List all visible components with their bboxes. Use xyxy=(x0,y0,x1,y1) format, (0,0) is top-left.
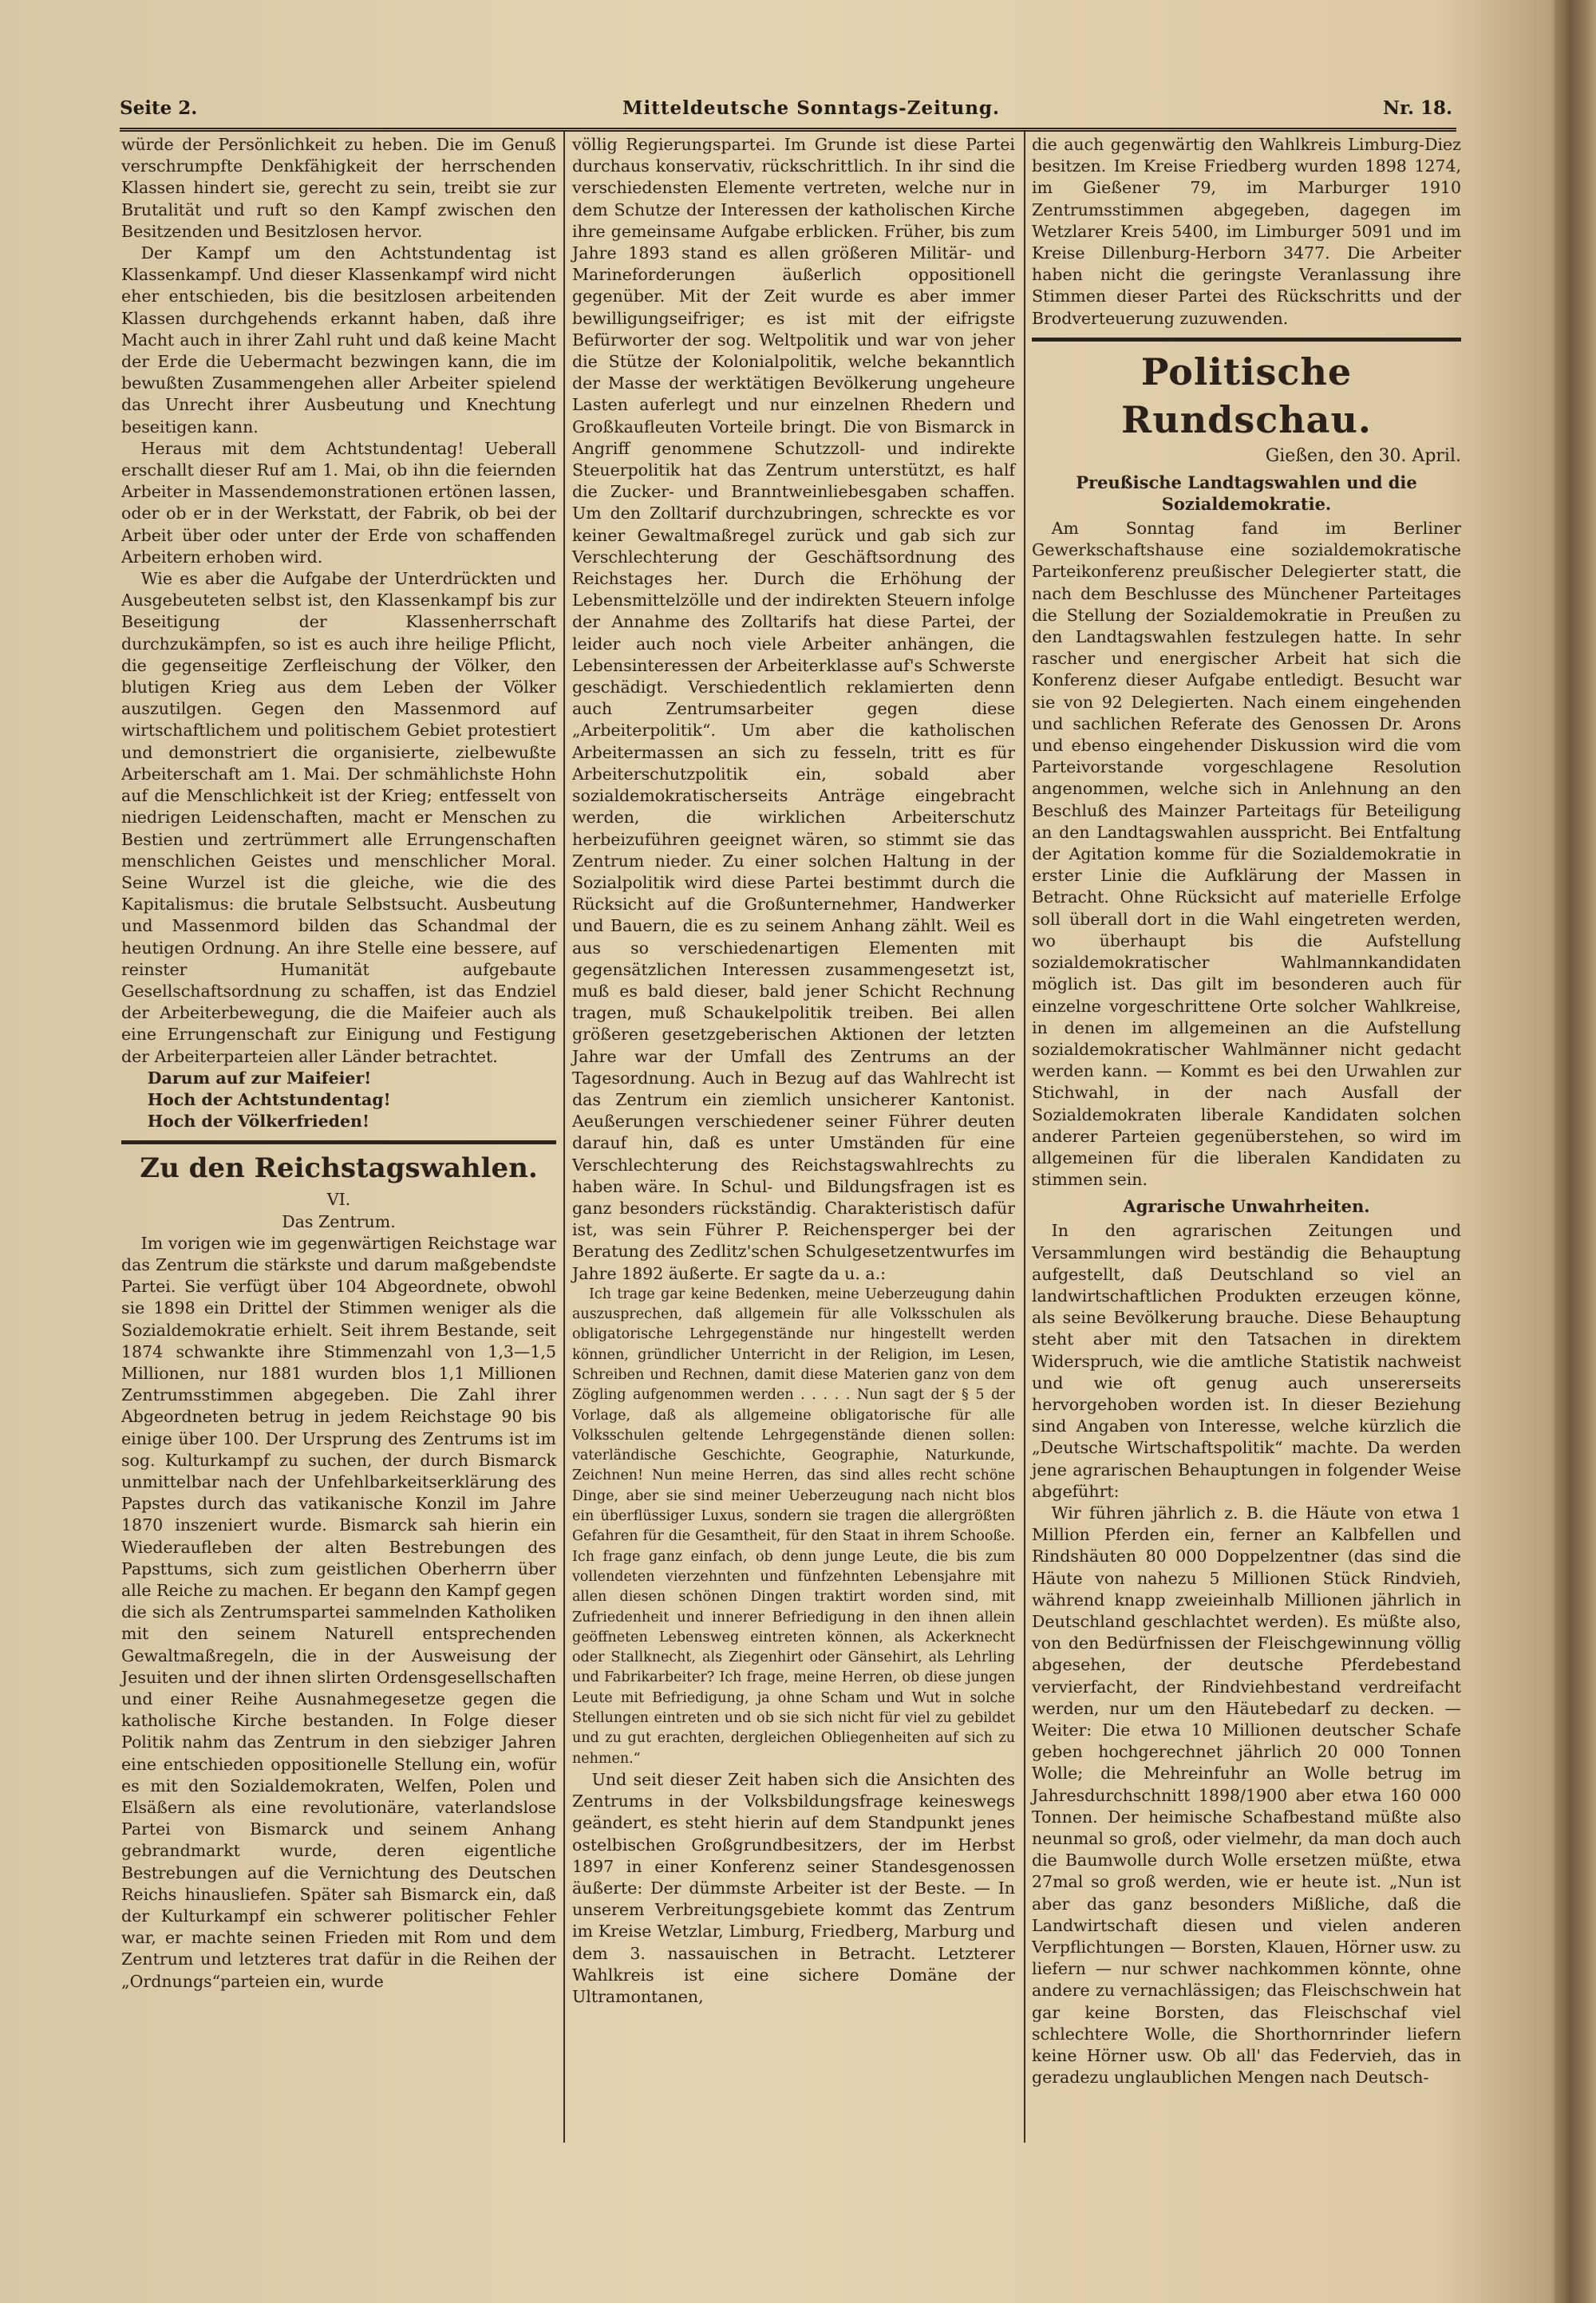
paragraph: würde der Persönlichkeit zu heben. Die im Genuß verschrumpfte Denkfähigkeit der herrschenden Klassen hindert sie, gerecht zu sein, treibt sie zur Brutalität und ruft so den Kampf zwischen den Besitzenden und Besitzlosen hervor. xyxy=(121,135,556,241)
section-heading: Politische Rundschau. xyxy=(1121,350,1372,441)
page-number: Seite 2. xyxy=(120,97,198,119)
paragraph: Wie es aber die Aufgabe der Unterdrückten und Ausgebeuteten selbst ist, den Klassenkampf bis zur Beseitigung der Klassenherrschaft durchzukämpfen, so ist es auch ihre heilige Pflicht, die gegenseitige Zerfleischung der Völker, den blutigen Krieg aus dem Leben der Völker auszutilgen. Gegen den Massenmord auf wirtschaftlichem und politischem Gebiet protestiert und demonstriert die organisierte, zielbewußte Arbeiterschaft am 1. Mai. Der schmählichste Hohn auf die Menschlichkeit ist der Krieg; entfesselt von niedrigen Leidenschaften, macht er Menschen zu Bestien und zertrümmert alle Errungenschaften menschlichen Geistes und menschlicher Moral. Seine Wurzel ist die gleiche, wie die des Kapitalismus: die brutale Selbstsucht. Ausbeutung und Massenmord bilden das Schandmal der heutigen Ordnung. An ihre Stelle eine bessere, auf reinster Humanität aufgebaute Gesellschaftsordnung zu schaffen, ist das Endziel der Arbeiterbewegung, die die Maifeier auch als eine Errungenschaft zur Einigung und Festigung der Arbeiterparteien aller Länder betrachtet. xyxy=(121,569,556,1066)
paragraph: Heraus mit dem Achtstundentag! Ueberall erschallt dieser Ruf am 1. Mai, ob ihn die feiernden Arbeiter in Massendemonstrationen ertönen lassen, oder ob er in der Werkstatt, der Fabrik, ob bei der Arbeit über oder unter der Erde von schaffenden Arbeitern erhoben wird. xyxy=(121,438,556,567)
section-number: VI. xyxy=(326,1190,351,1210)
separator-rule xyxy=(1032,338,1461,342)
paragraph: Und seit dieser Zeit haben sich die Ansichten des Zentrums in der Volksbildungsfrage keineswegs geändert, es steht hierin auf dem Standpunkt jenes ostelbischen Großgrundbesitzers, der im Herbst 1897 in einer Konferenz seiner Standesgenossen äußerte: Der dümmste Arbeiter ist der Beste. — In unserem Verbreitungsgebiete kommt das Zentrum im Kreise Wetzlar, Limburg, Friedberg, Marburg und dem 3. nassauischen in Betracht. Letzterer Wahlkreis ist eine sichere Domäne der Ultramontanen, xyxy=(572,1769,1015,2006)
slogan: Hoch der Achtstundentag! xyxy=(147,1089,391,1109)
quote-block: Ich trage gar keine Bedenken, meine Ueberzeugung dahin auszusprechen, daß allgemein für alle Volksschulen als obligatorische Lehrgegenstände nur hingestellt werden können, gründlicher Unterricht in der Religion, im Lesen, Schreiben und Rechnen, damit diese Materien ganz von dem Zögling aufgenommen werden . . . . . Nun sagt der § 5 der Vorlage, daß als allgemeine obligatorische für alle Volksschulen geltende Lehrgegenstände dienen sollen: vaterländische Geschichte, Geographie, Naturkunde, Zeichnen! Nun meine Herren, das sind alles recht schöne Dinge, aber sie sind meiner Ueberzeugung nach nicht blos ein überflüssiger Luxus, sondern sie tragen die allergrößten Gefahren für die Gesamtheit, für den Staat in ihrem Schooße. Ich frage ganz einfach, ob denn junge Leute, die bis zum vollendeten vierzehnten und fünfzehnten Lebensjahre mit allen diesen schönen Dingen traktirt worden sind, mit Zufriedenheit und innerer Befriedigung in den ihnen allein geöffneten Lebensweg eintreten können, als Ackerknecht oder Stallknecht, als Ziegenhirt oder Gänsehirt, als Lehrling und Fabrikarbeiter? Ich frage, meine Herren, ob diese jungen Leute mit Befriedigung, ja ohne Scham und Wut in solche Stellungen eintreten und ob sie sich nicht für viel zu gebildet und zu gut erachten, dergleichen Obliegenheiten auf sich zu nehmen.“ xyxy=(572,1286,1015,1767)
paragraph: Am Sonntag fand im Berliner Gewerkschaftshause eine sozialdemokratische Parteikonferenz preußischer Delegierter statt, die nach dem Beschlusse des Münchener Parteitages die Stellung der Sozialdemokratie in Preußen zu den Landtagswahlen festzulegen hatte. In sehr rascher und energischer Arbeit hat sich die Konferenz dieser Aufgabe entledigt. Besucht war sie von 92 Delegierten. Nach einem eingehenden und sachlichen Referate des Genossen Dr. Arons und ebenso eingehender Diskussion wird die vom Parteivorstande vorgeschlagene Resolution angenommen, welche sich in Anlehnung an den Beschluß des Mainzer Parteitags für Beteiligung an den Landtagswahlen ausspricht. Bei Entfaltung der Agitation komme für die Sozialdemokratie in erster Linie die Aufklärung der Massen in Betracht. Ohne Rücksicht auf materielle Erfolge soll überall dort in die Wahl eingetreten werden, wo überhaupt bis die Aufstellung sozialdemokratischer Wahlmannkandidaten möglich ist. Das gilt im besonderen auch für einzelne vorgeschrittene Orte solcher Wahlkreise, in denen im allgemeinen an die Aufstellung sozialdemokratischer Wahlmänner nicht gedacht werden kann. — Kommt es bei den Urwahlen zur Stichwahl, in der nach Ausfall der Sozialdemokraten liberale Kandidaten solchen anderer Parteien gegenüberstehen, so wird im allgemeinen für die liberalen Kandidaten zu stimmen sein. xyxy=(1032,519,1461,1190)
separator-rule xyxy=(121,1140,556,1144)
section-heading: Zu den Reichstagswahlen. xyxy=(140,1152,538,1185)
paragraph: Der Kampf um den Achtstundentag ist Klassenkampf. Und dieser Klassenkampf wird nicht eher entschieden, bis die besitzlosen arbeitenden Klassen durchgehends erkannt haben, daß ihre Macht auch in ihrer Zahl ruht und daß keine Macht der Erde die Uebermacht bezwingen kann, die im bewußten Zusammengehen aller Arbeiter spielend das Unrecht ihrer Ausbeutung und Knechtung beseitigen kann. xyxy=(121,243,556,437)
paragraph: Wir führen jährlich z. B. die Häute von etwa 1 Million Pferden ein, ferner an Kalbfellen und Rindshäuten 80 000 Doppelzentner (das sind die Häute von nahezu 5 Millionen Stück Rindvieh, während knapp zweieinhalb Millionen jährlich in Deutschland geschlachtet werden). Es müßte also, von den Bedürfnissen der Fleischgewinnung völlig abgesehen, der deutsche Pferdebestand vervierfacht, der Rindviehbestand verdreifacht werden, nur um den Häutebedarf zu decken. — Weiter: Die etwa 10 Millionen deutscher Schafe geben hochgerechnet jährlich 20 000 Tonnen Wolle; die Mehreinfuhr an Wolle betrug im Jahresdurchschnitt 1898/1900 aber etwa 160 000 Tonnen. Der heimische Schafbestand müßte also neunmal so groß, oder vielmehr, da man doch auch die Baumwolle durch Wolle ersetzen müßte, etwa 27mal so groß werden, wie er heute ist. „Nun ist aber das ganz besonders Mißliche, daß die Landwirtschaft diesen und vielen anderen Verpflichtungen — Borsten, Klauen, Hörner usw. zu liefern — nur schwer nachkommen könnte, ohne andere zu vernachlässigen; das Fleischschwein hat gar keine Borsten, das Fleischschaf viel schlechtere Wolle, die Shorthornrinder liefern keine Hörner usw. Ob all' das Federvieh, das in geradezu unglaublichen Mengen nach Deutsch- xyxy=(1032,1503,1461,2088)
column-divider xyxy=(563,132,565,2143)
column-1 xyxy=(121,134,556,1993)
column-2 xyxy=(572,134,1015,2008)
newspaper-title: Mitteldeutsche Sonntags-Zeitung. xyxy=(622,97,1001,119)
page-header xyxy=(120,89,1456,132)
paragraph: die auch gegenwärtig den Wahlkreis Limburg-Diez besitzen. Im Kreise Friedberg wurden 1898 1274, im Gießener 79, im Marburger 1910 Zentrumsstimmen abgegeben, dagegen im Wetzlarer Kreis 5400, im Limburger 5091 und im Kreise Dillenburg-Herborn 3477. Die Arbeiter haben nicht die geringste Veranlassung ihre Stimmen dieser Partei des Rückschritts und der Brodverteuerung zuzuwenden. xyxy=(1032,135,1461,328)
slogan: Hoch der Völkerfrieden! xyxy=(147,1112,369,1132)
paragraph: Im vorigen wie im gegenwärtigen Reichstage war das Zentrum die stärkste und darum maßgebendste Partei. Sie verfügt über 104 Abgeordnete, obwohl sie 1898 ein Drittel der Stimmen weniger als die Sozialdemokratie erhielt. Seit ihrem Bestande, seit 1874 schwankte ihre Stimmenzahl von 1,3—1,5 Millionen, nur 1881 wurden blos 1,1 Millionen Zentrumsstimmen abgegeben. Die Zahl ihrer Abgeordneten betrug in jedem Reichstage 90 bis einige über 100. Der Ursprung des Zentrums ist im sog. Kulturkampf zu suchen, der durch Bismarck unmittelbar nach der Unfehlbarkeitserklärung des Papstes durch das vatikanische Konzil im Jahre 1870 inszeniert wurde. Bismarck sah hierin ein Wiederaufleben der alten Bestrebungen des Papsttums, sich zum geistlichen Oberherrn über alle Reiche zu machen. Er begann den Kampf gegen die sich als Zentrumspartei sammelnden Katholiken mit den seinem Naturell entsprechenden Gewaltmaßregeln, die in der Ausweisung der Jesuiten und der ihnen slirten Ordensgesellschaften und einer Reihe Ausnahmegesetze gegen die katholische Kirche bestanden. In Folge dieser Politik nahm das Zentrum in den siebziger Jahren eine entschieden oppositionelle Stellung ein, wofür es mit den Sozialdemokraten, Welfen, Polen und Elsäßern als eine revolutionäre, vaterlandslose Partei von Bismarck und seinem Anhang gebrandmarkt wurde, deren eigentliche Bestrebungen auf die Vernichtung des Deutschen Reichs hinausliefen. Später sah Bismarck ein, daß der Kulturkampf ein schwerer politischer Fehler war, er machte seinen Frieden mit Rom und dem Zentrum und letzteres trat dafür in die Reihen der „Ordnungs“parteien ein, wurde xyxy=(121,1233,556,1991)
dateline: Gießen, den 30. April. xyxy=(1265,445,1461,466)
column-divider xyxy=(1024,132,1025,2143)
section-subtitle: Das Zentrum. xyxy=(282,1211,396,1231)
article-heading: Preußische Landtagswahlen und die Sozialdemokratie. xyxy=(1076,472,1417,515)
issue-number: Nr. 18. xyxy=(1382,97,1452,119)
column-3 xyxy=(1032,134,1461,2088)
book-spine xyxy=(1555,0,1596,2303)
article-heading: Agrarische Unwahrheiten. xyxy=(1123,1196,1370,1217)
paragraph: völlig Regierungspartei. Im Grunde ist diese Partei durchaus konservativ, rückschrittlich. In ihr sind die verschiedensten Elemente vertreten, welche nur in dem Schutze der Interessen der katholischen Kirche ihre gemeinsame Aufgabe erblicken. Früher, bis zum Jahre 1893 stand es allen größeren Militär- und Marineforderungen äußerlich oppositionell gegenüber. Mit der Zeit wurde es aber immer bewilligungseifriger; es ist mit der eifrigste Befürworter der sog. Weltpolitik und war von jeher die Stütze der Kolonialpolitik, welche bekanntlich der Masse der werktätigen Bevölkerung ungeheure Lasten auferlegt und nur einzelnen Rhedern und Großkaufleuten Vorteile bringt. Die von Bismarck in Angriff genommene Schutzzoll- und indirekte Steuerpolitik hat das Zentrum unterstützt, es half die Zucker- und Branntweinliebesgaben schaffen. Um den Zolltarif durchzubringen, schreckte es vor keiner Gewaltmaßregel zurück und gab sich zur Verschlechterung der Geschäftsordnung des Reichstages her. Durch die Erhöhung der Lebensmittelzölle und der indirekten Steuern infolge der Annahme des Zolltarifs hat diese Partei, der leider auch noch viele Arbeiter anhängen, die Lebensinteressen der Arbeiterklasse auf's Schwerste geschädigt. Verschiedentlich reklamierten denn auch Zentrumsarbeiter gegen diese „Arbeiterpolitik“. Um aber die katholischen Arbeitermassen an sich zu fesseln, tritt es für Arbeiterschutzpolitik ein, sobald aber sozialdemokratischerseits Anträge eingebracht werden, die wirklichen Arbeiterschutz herbeizuführen geeignet wären, so stimmt sie das Zentrum nieder. Zu einer solchen Haltung in der Sozialpolitik wird diese Partei bestimmt durch die Rücksicht auf die Großunternehmer, Handwerker und Bauern, die es zu seinem Anhang zählt. Weil es aus so verschiedenartigen Elementen mit gegensätzlichen Interessen zusammengesetzt ist, muß es bald dieser, bald jener Schicht Rechnung tragen, muß Schaukelpolitik treiben. Bei allen größeren gesetzgeberischen Aktionen der letzten Jahre war der Umfall des Zentrums an der Tagesordnung. Auch in Bezug auf das Wahlrecht ist das Zentrum ein ziemlich unsicherer Kantonist. Aeußerungen verschiedener seiner Führer deuten darauf hin, daß es unter Umständen für eine Verschlechterung des Reichstagswahlrechts zu haben wäre. In Schul- und Bildungsfragen ist es ganz besonders rückständig. Charakteristisch dafür ist, was sein Führer P. Reichensperger bei der Beratung des Zedlitz'schen Schulgesetzentwurfes im Jahre 1892 äußerte. Er sagte da u. a.: xyxy=(572,135,1015,1283)
slogan: Darum auf zur Maifeier! xyxy=(147,1068,372,1088)
paragraph: In den agrarischen Zeitungen und Versammlungen wird beständig die Behauptung aufgestellt, daß Deutschland so viel an landwirtschaftlichen Produkten erzeugen könne, als seine Bevölkerung brauche. Diese Behauptung steht aber mit den Tatsachen in direktem Widerspruch, wie die amtliche Statistik nachweist und wie oft genug auch unsererseits hervorgehoben worden ist. In dieser Beziehung sind Angaben von Interesse, welche kürzlich die „Deutsche Wirtschaftspolitik“ machte. Da werden jene agrarischen Behauptungen in folgender Weise abgeführt: xyxy=(1032,1221,1461,1501)
